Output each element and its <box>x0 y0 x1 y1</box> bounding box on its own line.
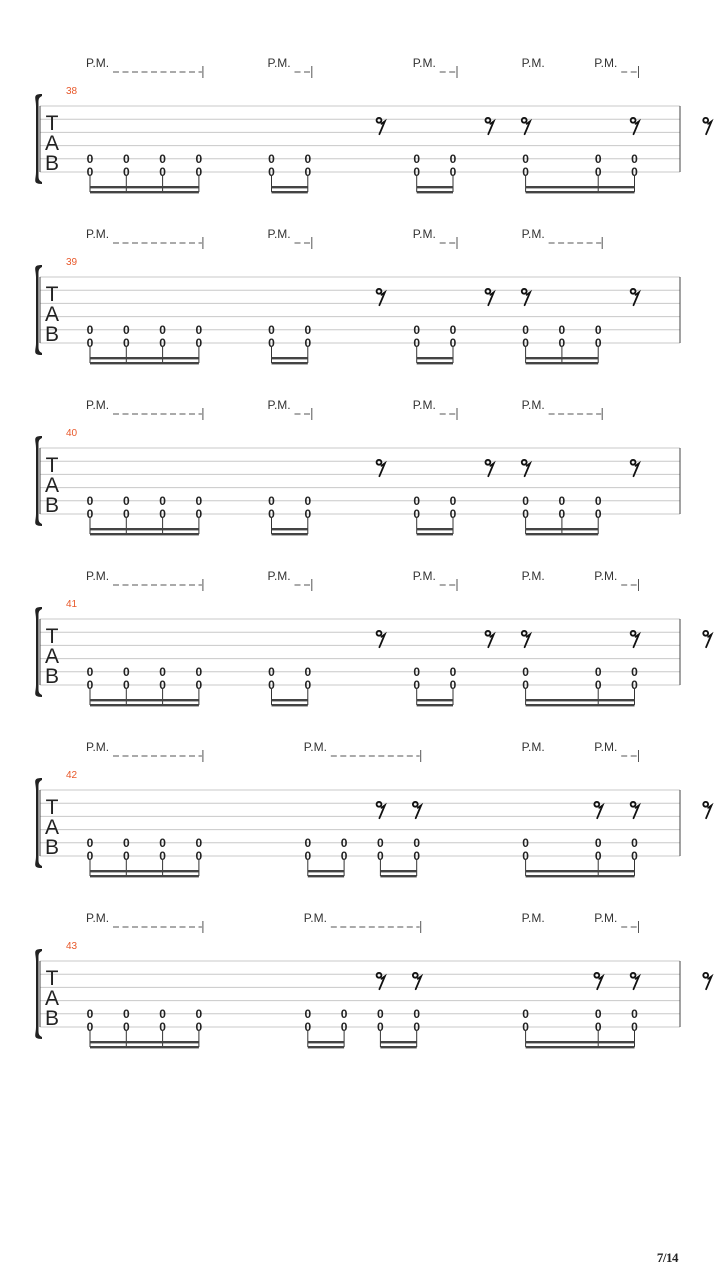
fret-number: 0 <box>377 836 384 850</box>
beam <box>417 699 453 701</box>
fret-number: 0 <box>86 1007 94 1021</box>
beam <box>272 699 308 701</box>
fret-number: 0 <box>86 323 94 337</box>
fret-number: 0 <box>122 152 130 166</box>
sixteenth-rest <box>486 460 494 476</box>
fret-number: 0 <box>522 678 529 693</box>
fret-number: 0 <box>195 165 203 180</box>
beam <box>90 699 199 701</box>
palm-mute-label: P.M. <box>86 740 110 754</box>
fret-number: 0 <box>86 507 94 522</box>
beam <box>90 528 199 530</box>
fret-number: 0 <box>304 507 312 522</box>
palm-mute-label: P.M. <box>521 911 545 925</box>
fret-number: 0 <box>159 336 166 351</box>
fret-number: 0 <box>304 494 312 508</box>
fret-number: 0 <box>631 152 638 166</box>
beam <box>526 875 635 877</box>
fret-number: 0 <box>522 836 529 850</box>
tab-clef-letter: B <box>44 836 60 859</box>
measure-42 <box>35 740 711 877</box>
sixteenth-rest <box>486 118 494 134</box>
palm-mute-label: P.M. <box>521 740 545 754</box>
beam <box>272 357 308 359</box>
fret-number: 0 <box>304 849 312 864</box>
fret-number: 0 <box>86 678 94 693</box>
beam <box>272 191 308 193</box>
palm-mute-label: P.M. <box>303 740 327 754</box>
sixteenth-rest <box>594 802 602 818</box>
beam <box>417 528 453 530</box>
palm-mute-label: P.M. <box>86 56 110 70</box>
beam <box>272 533 308 535</box>
fret-number: 0 <box>449 494 457 508</box>
fret-number: 0 <box>304 152 312 166</box>
sixteenth-rest <box>522 118 530 134</box>
beam <box>526 362 599 364</box>
beam <box>90 186 199 188</box>
beam <box>90 875 199 877</box>
tab-clef-letter: B <box>44 323 60 346</box>
fret-number: 0 <box>195 678 203 693</box>
beam <box>380 1041 416 1043</box>
palm-mute-label: P.M. <box>594 569 618 583</box>
sixteenth-rest <box>486 631 494 647</box>
fret-number: 0 <box>86 849 94 864</box>
fret-number: 0 <box>413 1007 421 1021</box>
sixteenth-rest <box>377 631 385 647</box>
sixteenth-rest <box>594 973 602 989</box>
fret-number: 0 <box>268 323 275 337</box>
staff-bracket <box>35 94 42 184</box>
fret-number: 0 <box>86 665 94 679</box>
beam <box>417 191 453 193</box>
staff-bracket <box>35 265 42 355</box>
fret-number: 0 <box>86 494 94 508</box>
fret-number: 0 <box>631 849 638 864</box>
fret-number: 0 <box>413 1020 421 1035</box>
sixteenth-rest <box>703 973 711 989</box>
beam <box>90 357 199 359</box>
palm-mute-label: P.M. <box>86 569 110 583</box>
measure-number: 40 <box>66 428 78 439</box>
measure-39 <box>35 227 720 364</box>
fret-number: 0 <box>159 507 166 522</box>
fret-number: 0 <box>86 336 94 351</box>
sixteenth-rest <box>377 289 385 305</box>
tab-clef-letter: B <box>44 152 60 175</box>
tab-clef-letter: A <box>44 645 60 668</box>
fret-number: 0 <box>449 678 457 693</box>
measure-41 <box>35 569 711 706</box>
fret-number: 0 <box>558 323 566 337</box>
fret-number: 0 <box>304 1007 312 1021</box>
staff-bracket <box>35 436 42 526</box>
fret-number: 0 <box>377 849 384 864</box>
beam <box>272 362 308 364</box>
fret-number: 0 <box>304 836 312 850</box>
fret-number: 0 <box>159 1007 166 1021</box>
fret-number: 0 <box>449 165 457 180</box>
fret-number: 0 <box>159 165 166 180</box>
fret-number: 0 <box>594 152 602 166</box>
palm-mute-label: P.M. <box>412 569 436 583</box>
fret-number: 0 <box>122 665 130 679</box>
fret-number: 0 <box>522 507 529 522</box>
beam <box>526 357 599 359</box>
fret-number: 0 <box>304 323 312 337</box>
measure-number: 39 <box>66 257 78 268</box>
sixteenth-rest <box>377 973 385 989</box>
beam <box>417 533 453 535</box>
fret-number: 0 <box>159 836 166 850</box>
measure-number: 43 <box>66 941 78 952</box>
fret-number: 0 <box>86 152 94 166</box>
fret-number: 0 <box>304 336 312 351</box>
fret-number: 0 <box>594 678 602 693</box>
tab-clef-letter: A <box>44 987 60 1010</box>
palm-mute-label: P.M. <box>594 911 618 925</box>
fret-number: 0 <box>558 494 566 508</box>
fret-number: 0 <box>159 665 166 679</box>
sixteenth-rest <box>631 118 639 134</box>
beam <box>526 1041 635 1043</box>
fret-number: 0 <box>268 507 275 522</box>
fret-number: 0 <box>594 323 602 337</box>
palm-mute-label: P.M. <box>594 56 618 70</box>
fret-number: 0 <box>268 665 275 679</box>
beam <box>90 870 199 872</box>
fret-number: 0 <box>522 336 529 351</box>
fret-number: 0 <box>522 849 529 864</box>
fret-number: 0 <box>413 665 421 679</box>
sixteenth-rest <box>377 118 385 134</box>
sixteenth-rest <box>413 802 421 818</box>
fret-number: 0 <box>159 494 166 508</box>
fret-number: 0 <box>340 1007 348 1021</box>
beam <box>308 875 344 877</box>
fret-number: 0 <box>522 1020 529 1035</box>
fret-number: 0 <box>522 165 529 180</box>
fret-number: 0 <box>522 494 529 508</box>
fret-number: 0 <box>449 323 457 337</box>
beam <box>526 528 599 530</box>
fret-number: 0 <box>558 507 566 522</box>
fret-number: 0 <box>558 336 566 351</box>
staff-bracket <box>35 949 42 1039</box>
beam <box>417 186 453 188</box>
fret-number: 0 <box>449 336 457 351</box>
staff-bracket <box>35 607 42 697</box>
fret-number: 0 <box>122 507 130 522</box>
palm-mute-label: P.M. <box>267 56 291 70</box>
sixteenth-rest <box>703 118 711 134</box>
tab-clef-letter: B <box>44 494 60 517</box>
beam <box>526 186 635 188</box>
fret-number: 0 <box>159 849 166 864</box>
sixteenth-rest <box>703 631 711 647</box>
tab-clef-letter: T <box>45 967 59 990</box>
beam <box>526 704 635 706</box>
tab-clef-letter: A <box>44 303 60 326</box>
fret-number: 0 <box>195 494 203 508</box>
tab-clef-letter: T <box>45 625 59 648</box>
fret-number: 0 <box>594 849 602 864</box>
palm-mute-label: P.M. <box>594 740 618 754</box>
sixteenth-rest <box>631 289 639 305</box>
palm-mute-label: P.M. <box>86 398 110 412</box>
beam <box>90 191 199 193</box>
fret-number: 0 <box>195 1007 203 1021</box>
fret-number: 0 <box>413 507 421 522</box>
sixteenth-rest <box>377 460 385 476</box>
fret-number: 0 <box>195 836 203 850</box>
fret-number: 0 <box>631 1020 638 1035</box>
fret-number: 0 <box>195 1020 203 1035</box>
beam <box>526 533 599 535</box>
palm-mute-label: P.M. <box>267 398 291 412</box>
beam <box>526 191 635 193</box>
fret-number: 0 <box>86 836 94 850</box>
fret-number: 0 <box>86 1020 94 1035</box>
tab-clef-letter: A <box>44 816 60 839</box>
fret-number: 0 <box>268 152 275 166</box>
palm-mute-label: P.M. <box>521 56 545 70</box>
fret-number: 0 <box>631 1007 638 1021</box>
palm-mute-label: P.M. <box>86 227 110 241</box>
beam <box>417 362 453 364</box>
fret-number: 0 <box>122 1020 130 1035</box>
fret-number: 0 <box>159 1020 166 1035</box>
fret-number: 0 <box>594 665 602 679</box>
fret-number: 0 <box>304 165 312 180</box>
beam <box>90 1041 199 1043</box>
fret-number: 0 <box>122 494 130 508</box>
beam <box>90 533 199 535</box>
fret-number: 0 <box>522 323 529 337</box>
palm-mute-label: P.M. <box>521 569 545 583</box>
tab-clef-letter: B <box>44 1007 60 1030</box>
fret-number: 0 <box>195 507 203 522</box>
beam <box>308 1046 344 1048</box>
beam <box>90 362 199 364</box>
measure-number: 41 <box>66 599 78 610</box>
page-number: 7/14 <box>656 1250 678 1265</box>
fret-number: 0 <box>377 1007 384 1021</box>
beam <box>526 699 635 701</box>
sixteenth-rest <box>631 631 639 647</box>
measure-40 <box>35 398 720 535</box>
fret-number: 0 <box>195 665 203 679</box>
tab-clef-letter: B <box>44 665 60 688</box>
palm-mute-label: P.M. <box>412 56 436 70</box>
fret-number: 0 <box>377 1020 384 1035</box>
fret-number: 0 <box>413 678 421 693</box>
fret-number: 0 <box>594 1020 602 1035</box>
beam <box>90 704 199 706</box>
beam <box>526 870 635 872</box>
fret-number: 0 <box>413 336 421 351</box>
fret-number: 0 <box>340 836 348 850</box>
fret-number: 0 <box>86 165 94 180</box>
fret-number: 0 <box>594 1007 602 1021</box>
sixteenth-rest <box>522 460 530 476</box>
fret-number: 0 <box>522 665 529 679</box>
sixteenth-rest <box>413 973 421 989</box>
fret-number: 0 <box>122 336 130 351</box>
fret-number: 0 <box>594 507 602 522</box>
fret-number: 0 <box>413 152 421 166</box>
fret-number: 0 <box>413 494 421 508</box>
fret-number: 0 <box>122 678 130 693</box>
beam <box>380 875 416 877</box>
fret-number: 0 <box>268 165 275 180</box>
fret-number: 0 <box>195 323 203 337</box>
staff-bracket <box>35 778 42 868</box>
sixteenth-rest <box>631 802 639 818</box>
fret-number: 0 <box>122 849 130 864</box>
beam <box>308 1041 344 1043</box>
palm-mute-label: P.M. <box>86 911 110 925</box>
fret-number: 0 <box>631 678 638 693</box>
fret-number: 0 <box>631 665 638 679</box>
palm-mute-label: P.M. <box>412 227 436 241</box>
beam <box>308 870 344 872</box>
beam <box>272 704 308 706</box>
palm-mute-label: P.M. <box>267 227 291 241</box>
palm-mute-label: P.M. <box>267 569 291 583</box>
fret-number: 0 <box>159 678 166 693</box>
fret-number: 0 <box>340 849 348 864</box>
fret-number: 0 <box>304 665 312 679</box>
beam <box>90 1046 199 1048</box>
sixteenth-rest <box>377 802 385 818</box>
fret-number: 0 <box>594 836 602 850</box>
fret-number: 0 <box>449 507 457 522</box>
sixteenth-rest <box>631 460 639 476</box>
fret-number: 0 <box>449 665 457 679</box>
fret-number: 0 <box>594 165 602 180</box>
beam <box>272 528 308 530</box>
fret-number: 0 <box>159 152 166 166</box>
fret-number: 0 <box>122 165 130 180</box>
tab-clef-letter: T <box>45 112 59 135</box>
tab-clef-letter: T <box>45 283 59 306</box>
fret-number: 0 <box>195 849 203 864</box>
fret-number: 0 <box>413 165 421 180</box>
tab-clef-letter: T <box>45 796 59 819</box>
tab-clef-letter: T <box>45 454 59 477</box>
beam <box>417 704 453 706</box>
sixteenth-rest <box>703 802 711 818</box>
palm-mute-label: P.M. <box>412 398 436 412</box>
measure-43 <box>35 911 711 1048</box>
tab-clef-letter: A <box>44 474 60 497</box>
fret-number: 0 <box>122 836 130 850</box>
fret-number: 0 <box>159 323 166 337</box>
fret-number: 0 <box>195 152 203 166</box>
fret-number: 0 <box>522 1007 529 1021</box>
sixteenth-rest <box>522 631 530 647</box>
fret-number: 0 <box>304 1020 312 1035</box>
fret-number: 0 <box>631 836 638 850</box>
beam <box>417 357 453 359</box>
palm-mute-label: P.M. <box>521 398 545 412</box>
beam <box>380 1046 416 1048</box>
sixteenth-rest <box>631 973 639 989</box>
fret-number: 0 <box>340 1020 348 1035</box>
palm-mute-label: P.M. <box>303 911 327 925</box>
fret-number: 0 <box>268 678 275 693</box>
palm-mute-label: P.M. <box>521 227 545 241</box>
fret-number: 0 <box>594 494 602 508</box>
fret-number: 0 <box>522 152 529 166</box>
fret-number: 0 <box>304 678 312 693</box>
beam <box>526 1046 635 1048</box>
sixteenth-rest <box>486 289 494 305</box>
measure-number: 42 <box>66 770 78 781</box>
beam <box>272 186 308 188</box>
fret-number: 0 <box>449 152 457 166</box>
sixteenth-rest <box>522 289 530 305</box>
measure-38 <box>35 56 711 193</box>
tab-clef-letter: A <box>44 132 60 155</box>
fret-number: 0 <box>268 336 275 351</box>
beam <box>380 870 416 872</box>
fret-number: 0 <box>413 836 421 850</box>
fret-number: 0 <box>631 165 638 180</box>
fret-number: 0 <box>122 1007 130 1021</box>
fret-number: 0 <box>413 323 421 337</box>
measure-number: 38 <box>66 86 78 97</box>
fret-number: 0 <box>413 849 421 864</box>
fret-number: 0 <box>594 336 602 351</box>
fret-number: 0 <box>268 494 275 508</box>
fret-number: 0 <box>195 336 203 351</box>
fret-number: 0 <box>122 323 130 337</box>
